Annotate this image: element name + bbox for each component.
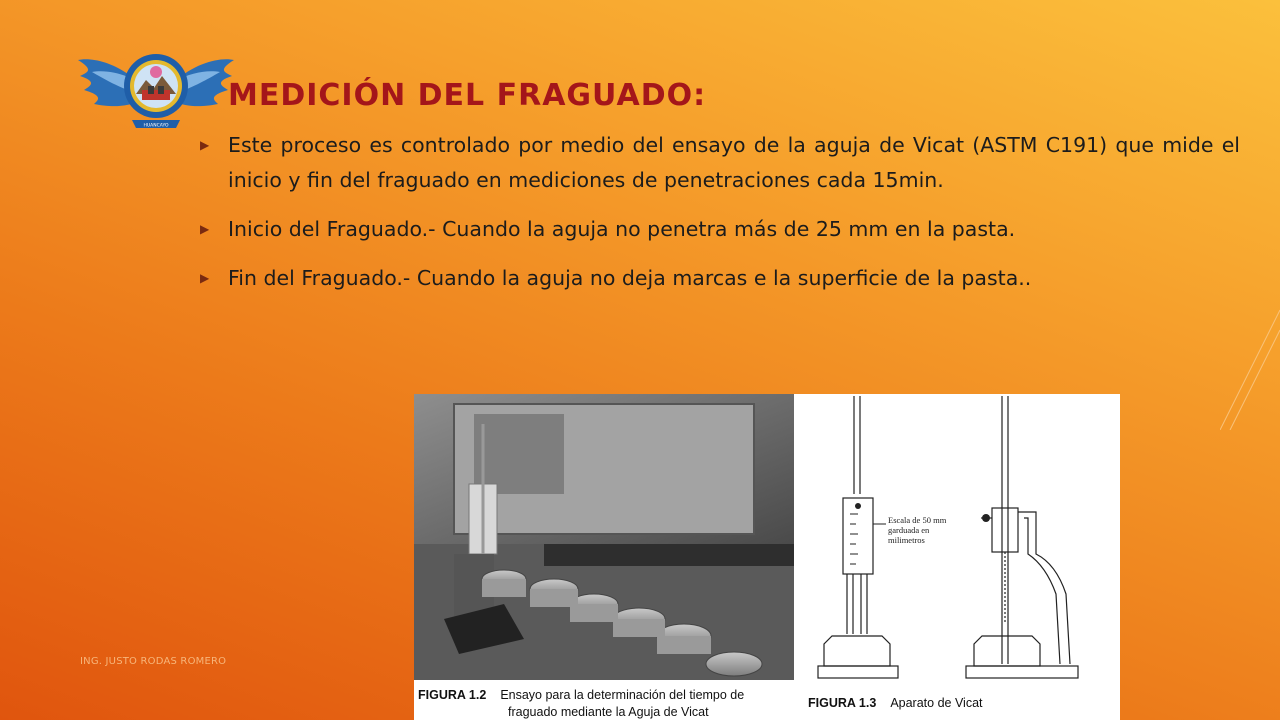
vicat-test-photo (414, 394, 794, 680)
slide-title: MEDICIÓN DEL FRAGUADO: (228, 78, 707, 113)
bullet-list (198, 128, 1240, 310)
bullet-arrow-icon: ▶ (200, 138, 210, 152)
logo-banner-text: HUANCAYO (143, 123, 169, 129)
scale-label-line3: milimetros (888, 535, 925, 545)
figure-1-2-caption-line1: Ensayo para la determinación del tiempo de (500, 688, 745, 702)
bullet-item-fin (198, 261, 1240, 296)
decorative-lines (1220, 300, 1280, 430)
figure-1-2-caption-line2: fraguado mediante la Aguja de Vicat (508, 705, 709, 719)
bullet-text: Este proceso es controlado por medio del ensayo de la aguja de Vicat (ASTM C191) que mide el inicio y fin del fraguado en mediciones de penetraciones cada 15min. (228, 133, 1240, 192)
vicat-apparatus-drawing (806, 394, 1120, 688)
scale-label-line2: garduada en (888, 525, 930, 535)
figure-1-2-caption (418, 688, 744, 702)
bullet-arrow-icon: ▶ (200, 271, 210, 285)
university-logo (76, 42, 236, 142)
figure-1-3-caption-text: Aparato de Vicat (890, 696, 983, 710)
bullet-arrow-icon: ▶ (200, 222, 210, 236)
bullet-item-vicat (198, 128, 1240, 198)
vicat-figure (414, 394, 1120, 720)
slide-footer: ING. JUSTO RODAS ROMERO (80, 656, 227, 667)
bullet-text: Inicio del Fraguado.- Cuando la aguja no penetra más de 25 mm en la pasta. (228, 217, 1016, 241)
figure-1-2-number: FIGURA 1.2 (418, 688, 487, 702)
bullet-item-inicio (198, 212, 1240, 247)
scale-label-line1: Escala de 50 mm (888, 515, 947, 525)
bullet-text: Fin del Fraguado.- Cuando la aguja no deja marcas e la superficie de la pasta.. (228, 266, 1032, 290)
figure-1-3-number: FIGURA 1.3 (808, 696, 877, 710)
figure-1-3-caption (808, 696, 983, 710)
